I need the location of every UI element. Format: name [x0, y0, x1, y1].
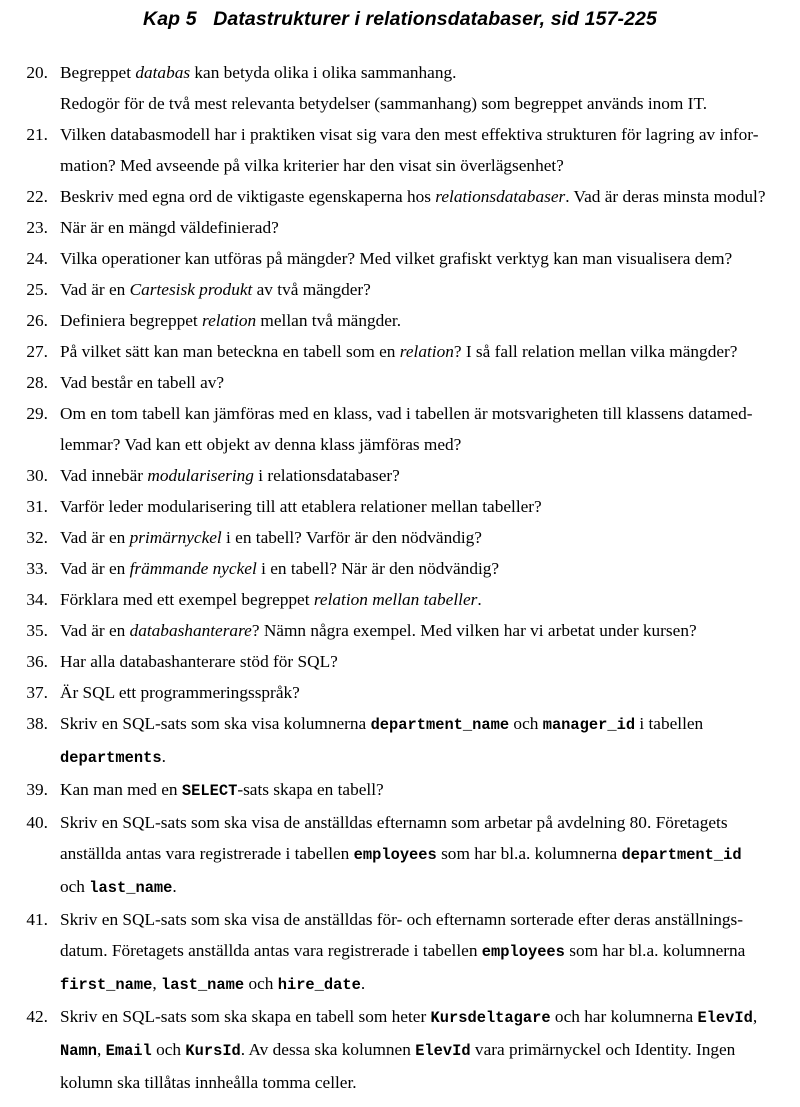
- question-item: [0, 398, 800, 460]
- text-run: datum. Företagets anställda antas vara registrerade i tabellen: [60, 941, 482, 960]
- question-text: [48, 774, 800, 807]
- question-text: [48, 1001, 800, 1098]
- text-run: lemmar? Vad kan ett objekt av denna klass jämföras med?: [60, 435, 462, 454]
- text-run: Definiera begreppet: [60, 311, 203, 330]
- text-run: Kan man med en: [60, 780, 182, 799]
- text-run: och: [244, 974, 278, 993]
- emphasised-term: primärnyckel: [129, 528, 222, 547]
- text-run: anställda antas vara registrerade i tabellen: [60, 844, 354, 863]
- question-text: [48, 181, 800, 212]
- text-run: och: [509, 714, 543, 733]
- text-run: Vad är en: [60, 621, 130, 640]
- question-number: 38.: [26, 714, 48, 733]
- question-item: [0, 305, 800, 336]
- question-text: [48, 584, 800, 615]
- question-list: [0, 57, 800, 1098]
- question-item: [0, 615, 800, 646]
- question-number: 37.: [26, 683, 48, 702]
- emphasised-term: relation mellan tabeller: [313, 590, 478, 609]
- code-identifier: last_name: [161, 976, 245, 994]
- question-number: 23.: [26, 218, 48, 237]
- question-number: 21.: [26, 125, 48, 144]
- question-number: 40.: [26, 813, 48, 832]
- question-item: [0, 336, 800, 367]
- text-run: ,: [752, 1007, 758, 1026]
- text-run: Förklara med ett exempel begreppet: [60, 590, 314, 609]
- question-text: [48, 398, 800, 460]
- question-number: 24.: [26, 249, 48, 268]
- question-number: 29.: [26, 404, 48, 423]
- question-text: [48, 305, 800, 336]
- code-identifier: Namn: [60, 1042, 97, 1060]
- question-number: 32.: [26, 528, 48, 547]
- text-run: mation? Med avseende på vilka kriterier har den visat sin överlägsenhet?: [60, 156, 564, 175]
- text-run: Har alla databashanterare stöd för SQL?: [60, 652, 338, 671]
- text-run: av två mängder?: [252, 280, 371, 299]
- text-run: Vilken databasmodell har i praktiken visat sig vara den mest effektiva strukturen för lagring av infor-: [60, 125, 759, 144]
- text-run: Vad innebär: [60, 466, 148, 485]
- emphasised-term: databashanterare: [129, 621, 252, 640]
- question-item: [0, 212, 800, 243]
- emphasised-term: främmande nyckel: [129, 559, 257, 578]
- question-number: 25.: [26, 280, 48, 299]
- text-run: Om en tom tabell kan jämföras med en klass, vad i tabellen är motsvarigheten till klassens datamed-: [60, 404, 753, 423]
- question-text: [48, 646, 800, 677]
- text-run: Redogör för de två mest relevanta betydelser (sammanhang) som begreppet används inom IT.: [60, 94, 708, 113]
- text-run: mellan två mängder.: [256, 311, 402, 330]
- question-item: [0, 646, 800, 677]
- code-identifier: Kursdeltagare: [430, 1009, 551, 1027]
- question-number: 36.: [26, 652, 48, 671]
- code-identifier: employees: [481, 943, 565, 961]
- text-run: . Vad är deras minsta modul?: [565, 187, 766, 206]
- question-item: [0, 274, 800, 305]
- text-run: När är en mängd väldefinierad?: [60, 218, 279, 237]
- text-run: På vilket sätt kan man beteckna en tabell som en: [60, 342, 400, 361]
- emphasised-term: databas: [135, 63, 191, 82]
- text-run: Skriv en SQL-sats som ska visa kolumnerna: [60, 714, 371, 733]
- question-text: [48, 119, 800, 181]
- code-identifier: Email: [105, 1042, 152, 1060]
- text-run: Vad är en: [60, 280, 130, 299]
- question-text: [48, 677, 800, 708]
- question-number: 20.: [26, 63, 48, 82]
- text-run: i en tabell? När är den nödvändig?: [256, 559, 500, 578]
- question-text: [48, 522, 800, 553]
- text-run: och: [151, 1040, 186, 1059]
- question-number: 27.: [26, 342, 48, 361]
- question-number: 28.: [26, 373, 48, 392]
- code-identifier: hire_date: [277, 976, 361, 994]
- question-number: 42.: [26, 1007, 48, 1026]
- question-number: 30.: [26, 466, 48, 485]
- code-identifier: last_name: [89, 879, 173, 897]
- question-text: [48, 57, 800, 119]
- question-number: 39.: [26, 780, 48, 799]
- code-identifier: manager_id: [542, 716, 636, 734]
- text-run: Beskriv med egna ord de viktigaste egenskaperna hos: [60, 187, 436, 206]
- text-run: Är SQL ett programmeringsspråk?: [60, 683, 300, 702]
- question-item: [0, 553, 800, 584]
- text-run: Skriv en SQL-sats som ska visa de anställdas efternamn som arbetar på avdelning 80. Företagets: [60, 813, 728, 832]
- text-run: Vilka operationer kan utföras på mängder? Med vilket grafiskt verktyg kan man visualisera dem?: [60, 249, 733, 268]
- question-item: [0, 774, 800, 807]
- question-number: 41.: [26, 910, 48, 929]
- code-identifier: department_name: [370, 716, 510, 734]
- question-item: [0, 522, 800, 553]
- text-run: Skriv en SQL-sats som ska visa de anställdas för- och efternamn sorterade efter deras anställnings-: [60, 910, 744, 929]
- text-run: som har bl.a. kolumnerna: [564, 941, 746, 960]
- question-number: 26.: [26, 311, 48, 330]
- question-item: [0, 367, 800, 398]
- question-item: [0, 57, 800, 119]
- emphasised-term: relation: [399, 342, 454, 361]
- question-item: [0, 491, 800, 522]
- text-run: Vad är en: [60, 559, 130, 578]
- text-run: ? Nämn några exempel. Med vilken har vi arbetat under kursen?: [251, 621, 697, 640]
- question-item: [0, 584, 800, 615]
- text-run: i tabellen: [635, 714, 704, 733]
- question-item: [0, 807, 800, 904]
- code-identifier: first_name: [60, 976, 153, 994]
- question-text: [48, 553, 800, 584]
- text-run: Skriv en SQL-sats som ska skapa en tabell som heter: [60, 1007, 431, 1026]
- question-number: 22.: [26, 187, 48, 206]
- code-identifier: departments: [60, 749, 162, 767]
- emphasised-term: relation: [202, 311, 257, 330]
- code-identifier: ElevId: [697, 1009, 753, 1027]
- question-number: 33.: [26, 559, 48, 578]
- text-run: ,: [152, 974, 161, 993]
- text-run: ,: [96, 1040, 106, 1059]
- code-identifier: SELECT: [181, 782, 238, 800]
- text-run: Varför leder modularisering till att etablera relationer mellan tabeller?: [60, 497, 542, 516]
- text-run: .: [172, 877, 177, 896]
- text-run: i relationsdatabaser?: [253, 466, 400, 485]
- text-run: som har bl.a. kolumnerna: [436, 844, 622, 863]
- text-run: ? I så fall relation mellan vilka mängder?: [453, 342, 738, 361]
- page-title: Kap 5 Datastrukturer i relationsdatabaser, sid 157-225: [143, 8, 657, 30]
- text-run: Vad består en tabell av?: [60, 373, 225, 392]
- text-run: . Av dessa ska kolumnen: [240, 1040, 416, 1059]
- question-text: [48, 904, 800, 1001]
- question-item: [0, 1001, 800, 1098]
- emphasised-term: relationsdatabaser: [435, 187, 566, 206]
- text-run: Vad är en: [60, 528, 130, 547]
- emphasised-term: Cartesisk produkt: [129, 280, 253, 299]
- text-run: .: [360, 974, 366, 993]
- question-text: [48, 708, 800, 774]
- code-identifier: department_id: [621, 846, 742, 864]
- text-run: och: [60, 877, 90, 896]
- question-item: [0, 460, 800, 491]
- code-identifier: employees: [353, 846, 437, 864]
- question-text: [48, 212, 800, 243]
- question-text: [48, 367, 800, 398]
- question-number: 34.: [26, 590, 48, 609]
- question-text: [48, 807, 800, 904]
- question-item: [0, 119, 800, 181]
- question-text: [48, 243, 800, 274]
- question-text: [48, 491, 800, 522]
- question-text: [48, 274, 800, 305]
- code-identifier: ElevId: [415, 1042, 471, 1060]
- text-run: kan betyda olika i olika sammanhang.: [190, 63, 457, 82]
- code-identifier: KursId: [185, 1042, 241, 1060]
- question-item: [0, 181, 800, 212]
- question-item: [0, 904, 800, 1001]
- question-text: [48, 336, 800, 367]
- text-run: .: [477, 590, 482, 609]
- question-text: [48, 615, 800, 646]
- question-text: [48, 460, 800, 491]
- text-run: och har kolumnerna: [550, 1007, 698, 1026]
- text-run: kolumn ska tillåtas innheålla tomma celler.: [60, 1073, 357, 1092]
- text-run: .: [161, 747, 166, 766]
- text-run: vara primärnyckel och Identity. Ingen: [470, 1040, 736, 1059]
- text-run: -sats skapa en tabell?: [237, 780, 384, 799]
- question-number: 35.: [26, 621, 48, 640]
- text-run: i en tabell? Varför är den nödvändig?: [221, 528, 482, 547]
- question-item: [0, 708, 800, 774]
- question-item: [0, 677, 800, 708]
- question-item: [0, 243, 800, 274]
- emphasised-term: modularisering: [147, 466, 254, 485]
- question-number: 31.: [26, 497, 48, 516]
- text-run: Begreppet: [60, 63, 136, 82]
